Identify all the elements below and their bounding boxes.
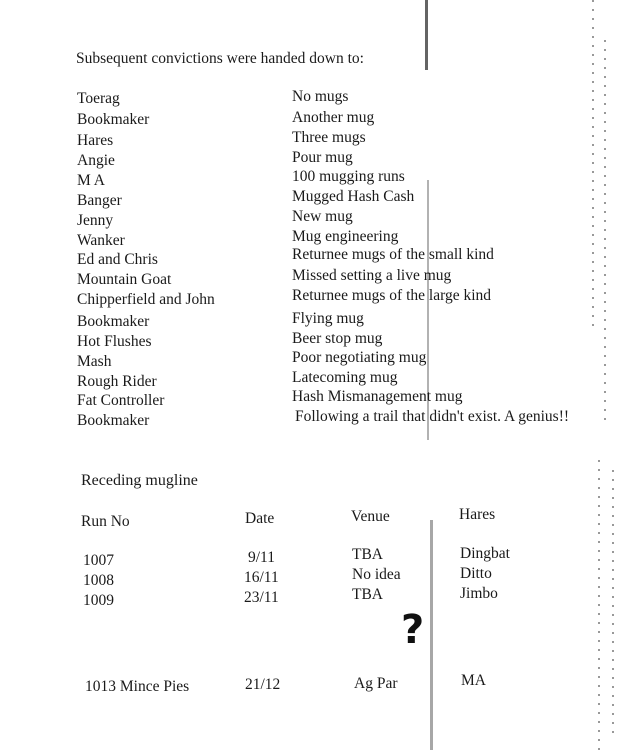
conviction-name: Ed and Chris	[77, 251, 158, 268]
table-cell-hares: MA	[461, 672, 486, 689]
conviction-name: Rough Rider	[77, 373, 157, 390]
conviction-award: New mug	[292, 208, 353, 225]
page-heading: Subsequent convictions were handed down to:	[76, 50, 364, 67]
conviction-name: M A	[77, 172, 105, 189]
conviction-name: Hot Flushes	[77, 333, 152, 350]
conviction-award: Following a trail that didn't exist. A genius!!	[295, 408, 570, 425]
scan-dots	[592, 0, 594, 330]
table-cell-date: 9/11	[248, 549, 275, 566]
table-cell-venue: No idea	[352, 566, 401, 583]
table-cell-run: 1009	[83, 592, 114, 609]
scan-dots	[604, 40, 606, 420]
table-cell-date: 21/12	[245, 676, 281, 693]
scan-streak	[427, 180, 429, 440]
table-cell-venue: Ag Par	[354, 675, 398, 692]
conviction-name: Fat Controller	[77, 392, 165, 409]
conviction-name: Bookmaker	[77, 313, 150, 330]
conviction-name: Bookmaker	[77, 111, 150, 128]
conviction-award: Flying mug	[292, 310, 364, 327]
conviction-name: Banger	[77, 192, 122, 209]
table-cell-hares: Jimbo	[460, 585, 498, 602]
conviction-name: Bookmaker	[77, 412, 150, 429]
table-cell-date: 16/11	[244, 569, 279, 586]
conviction-name: Mash	[77, 353, 112, 370]
conviction-award: Pour mug	[292, 149, 353, 166]
scan-streak	[425, 0, 428, 70]
column-header-hares: Hares	[459, 506, 496, 523]
column-header-venue: Venue	[351, 508, 390, 525]
table-cell-hares: Dingbat	[460, 545, 510, 562]
scan-dots	[612, 470, 614, 740]
conviction-award: Another mug	[292, 109, 375, 126]
conviction-name: Mountain Goat	[77, 271, 172, 288]
conviction-award: No mugs	[292, 88, 349, 105]
conviction-award: Three mugs	[292, 129, 366, 146]
conviction-award: Mugged Hash Cash	[292, 188, 415, 205]
mugline-title: Receding mugline	[81, 472, 198, 489]
conviction-name: Toerag	[77, 90, 120, 107]
conviction-award: Poor negotiating mug	[292, 349, 427, 366]
column-header-date: Date	[245, 510, 275, 527]
table-cell-venue: TBA	[352, 586, 383, 603]
table-cell-hares: Ditto	[460, 565, 492, 582]
scan-streak	[430, 520, 433, 750]
conviction-name: Chipperfield and John	[77, 291, 215, 308]
table-cell-venue: TBA	[352, 546, 383, 563]
table-cell-run: 1007	[83, 552, 114, 569]
conviction-award: 100 mugging runs	[292, 168, 405, 185]
conviction-award: Hash Mismanagement mug	[292, 388, 463, 405]
conviction-award: Latecoming mug	[292, 369, 398, 386]
conviction-award: Returnee mugs of the large kind	[292, 287, 492, 304]
table-cell-run: 1013 Mince Pies	[85, 678, 190, 695]
table-cell-date: 23/11	[244, 589, 279, 606]
conviction-award: Beer stop mug	[292, 330, 383, 347]
conviction-name: Hares	[77, 132, 114, 149]
conviction-award: Mug engineering	[292, 228, 399, 245]
scan-dots	[598, 460, 600, 750]
table-cell-run: 1008	[83, 572, 114, 589]
conviction-name: Wanker	[77, 232, 125, 249]
column-header-run: Run No	[81, 513, 130, 530]
conviction-name: Jenny	[77, 212, 114, 229]
conviction-award: Returnee mugs of the small kind	[292, 246, 494, 263]
conviction-name: Angie	[77, 152, 115, 169]
conviction-award: Missed setting a live mug	[292, 267, 452, 284]
question-mark: ?	[401, 607, 425, 653]
